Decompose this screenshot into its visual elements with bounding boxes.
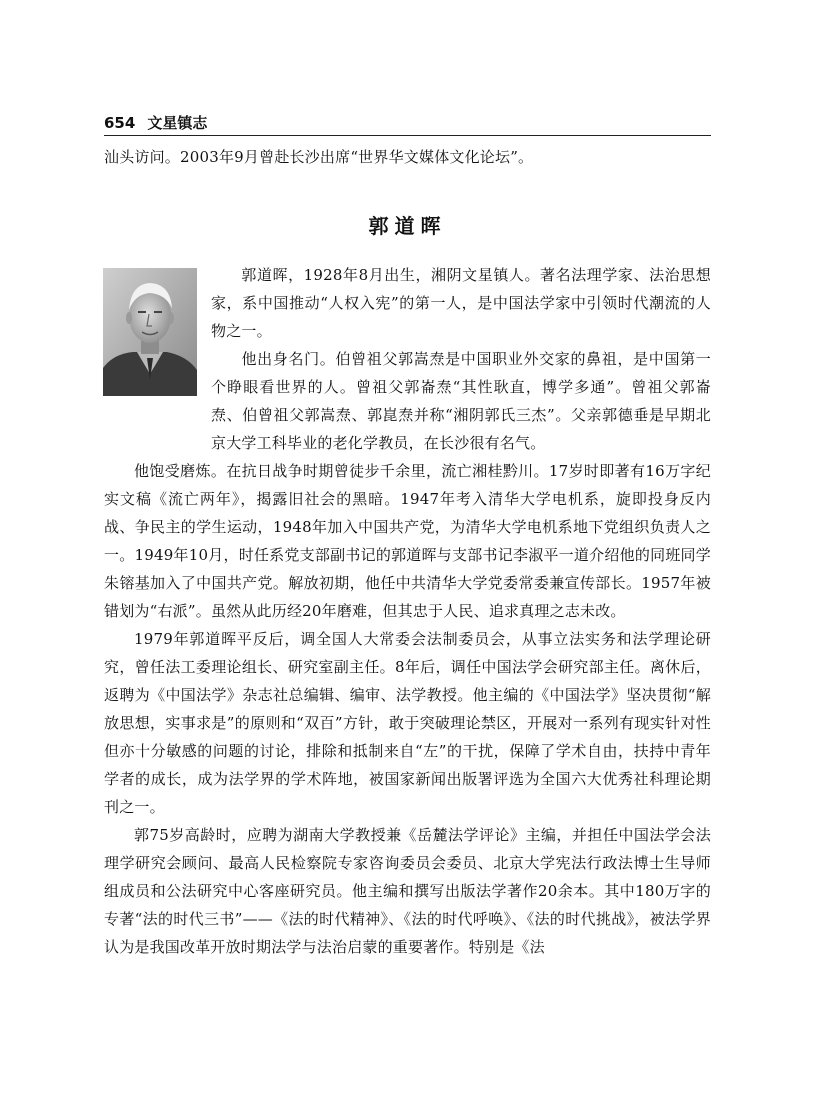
running-header bbox=[104, 114, 711, 136]
body-paragraph: 他饱受磨炼。在抗日战争时期曾徒步千余里，流亡湘桂黔川。17岁时即著有16万字纪实文稿《流亡两年》，揭露旧社会的黑暗。1947年考入清华大学电机系，旋即投身反内战、争民主的学生运动，1948年加入中国共产党，为清华大学电机系地下党组织负责人之一。1949年10月，时任系党支部副书记的郭道晖与支部书记李淑平一道介绍他的同班同学朱镕基加入了中国共产党。解放初期，他任中共清华大学党委常委兼宣传部长。1957年被错划为“右派”。虽然从此历经20年磨难，但其忠于人民、追求真理之志未改。 bbox=[104, 462, 711, 620]
article-title: 郭道晖 bbox=[368, 214, 447, 238]
page-number: 654 bbox=[104, 114, 136, 132]
body-paragraph: 1979年郭道晖平反后，调全国人大常委会法制委员会，从事立法实务和法学理论研究，曾任法工委理论组长、研究室副主任。8年后，调任中国法学会研究部主任。离休后，返聘为《中国法学》杂志社总编辑、编审、法学教授。他主编的《中国法学》坚决贯彻“解放思想，实事求是”的原则和“双百”方针，敢于突破理论禁区，开展对一系列有现实针对性但亦十分敏感的问题的讨论，排除和抵制来自“左”的干扰，保障了学术自由，扶持中青年学者的成长，成为法学界的学术阵地，被国家新闻出版署评选为全国六大优秀社科理论期刊之一。 bbox=[104, 630, 711, 816]
book-title: 文星镇志 bbox=[147, 114, 208, 132]
body-paragraph: 郭道晖，1928年8月出生，湘阴文星镇人。著名法理学家、法治思想家，系中国推动“人权入宪”的第一人，是中国法学家中引领时代潮流的人物之一。 bbox=[211, 266, 711, 340]
body-paragraph: 郭75岁高龄时，应聘为湖南大学教授兼《岳麓法学评论》主编，并担任中国法学会法理学研究会顾问、最高人民检察院专家咨询委员会委员、北京大学宪法行政法博士生导师组成员和公法研究中心客座研究员。他主编和撰写出版法学著作20余本。其中180万字的专著“法的时代三书”——《法的时代精神》、《法的时代呼唤》、《法的时代挑战》，被法学界认为是我国改革开放时期法学与法治启蒙的重要著作。特别是《法 bbox=[104, 826, 711, 956]
article-body bbox=[104, 261, 711, 961]
body-paragraph: 他出身名门。伯曾祖父郭嵩焘是中国职业外交家的鼻祖，是中国第一个睁眼看世界的人。曾祖父郭崙焘“其性耿直，博学多通”。曾祖父郭崙焘、伯曾祖父郭嵩焘、郭崑焘并称“湘阴郭氏三杰”。父亲郭德垂是早期北京大学工科毕业的老化学教员，在长沙很有名气。 bbox=[211, 350, 711, 452]
carryover-paragraph: 汕头访问。2003年9月曾赴长沙出席“世界华文媒体文化论坛”。 bbox=[104, 148, 534, 166]
